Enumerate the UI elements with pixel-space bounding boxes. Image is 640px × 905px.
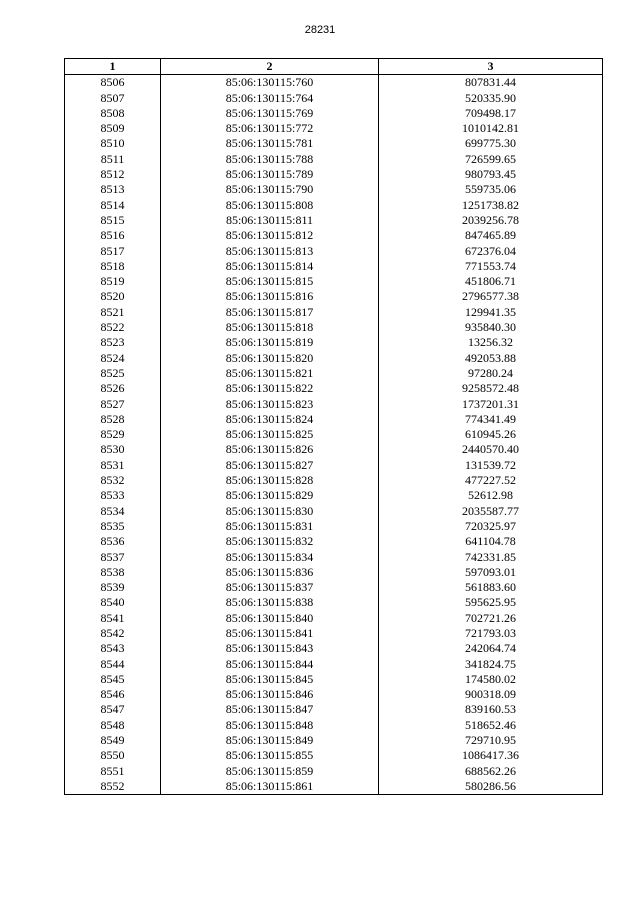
row-number-cell: 8529	[65, 427, 161, 442]
table-header-row	[65, 59, 603, 75]
table-row	[65, 641, 603, 656]
table-row	[65, 779, 603, 795]
value-cell: 129941.35	[379, 305, 603, 320]
row-number-cell: 8550	[65, 748, 161, 763]
table-row	[65, 75, 603, 91]
table-row	[65, 733, 603, 748]
cadastral-number-cell: 85:06:130115:813	[161, 244, 379, 259]
cadastral-number-cell: 85:06:130115:817	[161, 305, 379, 320]
row-number-cell: 8519	[65, 274, 161, 289]
table-row	[65, 519, 603, 534]
cadastral-number-cell: 85:06:130115:838	[161, 595, 379, 610]
row-number-cell: 8514	[65, 198, 161, 213]
value-cell: 688562.26	[379, 764, 603, 779]
cadastral-number-cell: 85:06:130115:808	[161, 198, 379, 213]
row-number-cell: 8511	[65, 152, 161, 167]
table-row	[65, 718, 603, 733]
value-cell: 597093.01	[379, 565, 603, 580]
row-number-cell: 8532	[65, 473, 161, 488]
value-cell: 451806.71	[379, 274, 603, 289]
row-number-cell: 8533	[65, 488, 161, 503]
value-cell: 641104.78	[379, 534, 603, 549]
row-number-cell: 8512	[65, 167, 161, 182]
cadastral-number-cell: 85:06:130115:764	[161, 91, 379, 106]
column-header-3: 3	[379, 59, 603, 75]
value-cell: 807831.44	[379, 75, 603, 91]
value-cell: 2796577.38	[379, 289, 603, 304]
value-cell: 13256.32	[379, 335, 603, 350]
row-number-cell: 8551	[65, 764, 161, 779]
table-row	[65, 764, 603, 779]
table-row	[65, 259, 603, 274]
row-number-cell: 8545	[65, 672, 161, 687]
data-table	[64, 58, 603, 795]
table-row	[65, 580, 603, 595]
row-number-cell: 8538	[65, 565, 161, 580]
cadastral-number-cell: 85:06:130115:831	[161, 519, 379, 534]
row-number-cell: 8517	[65, 244, 161, 259]
cadastral-number-cell: 85:06:130115:849	[161, 733, 379, 748]
table-row	[65, 473, 603, 488]
value-cell: 131539.72	[379, 458, 603, 473]
table-row	[65, 121, 603, 136]
table-row	[65, 565, 603, 580]
table-row	[65, 289, 603, 304]
value-cell: 672376.04	[379, 244, 603, 259]
value-cell: 242064.74	[379, 641, 603, 656]
cadastral-number-cell: 85:06:130115:832	[161, 534, 379, 549]
table-row	[65, 427, 603, 442]
cadastral-number-cell: 85:06:130115:846	[161, 687, 379, 702]
row-number-cell: 8528	[65, 412, 161, 427]
row-number-cell: 8516	[65, 228, 161, 243]
table-row	[65, 504, 603, 519]
table-row	[65, 381, 603, 396]
row-number-cell: 8543	[65, 641, 161, 656]
row-number-cell: 8518	[65, 259, 161, 274]
row-number-cell: 8539	[65, 580, 161, 595]
value-cell: 771553.74	[379, 259, 603, 274]
row-number-cell: 8509	[65, 121, 161, 136]
value-cell: 839160.53	[379, 702, 603, 717]
row-number-cell: 8515	[65, 213, 161, 228]
table-row	[65, 152, 603, 167]
value-cell: 721793.03	[379, 626, 603, 641]
table-row	[65, 366, 603, 381]
table-row	[65, 657, 603, 672]
table-row	[65, 687, 603, 702]
value-cell: 518652.46	[379, 718, 603, 733]
row-number-cell: 8506	[65, 75, 161, 91]
table-row	[65, 244, 603, 259]
table-row	[65, 136, 603, 151]
cadastral-number-cell: 85:06:130115:816	[161, 289, 379, 304]
value-cell: 2440570.40	[379, 442, 603, 457]
row-number-cell: 8544	[65, 657, 161, 672]
row-number-cell: 8546	[65, 687, 161, 702]
table-row	[65, 351, 603, 366]
row-number-cell: 8542	[65, 626, 161, 641]
table-row	[65, 305, 603, 320]
table-row	[65, 611, 603, 626]
row-number-cell: 8531	[65, 458, 161, 473]
row-number-cell: 8527	[65, 397, 161, 412]
cadastral-number-cell: 85:06:130115:769	[161, 106, 379, 121]
cadastral-number-cell: 85:06:130115:824	[161, 412, 379, 427]
value-cell: 726599.65	[379, 152, 603, 167]
row-number-cell: 8523	[65, 335, 161, 350]
table-row	[65, 442, 603, 457]
row-number-cell: 8510	[65, 136, 161, 151]
table-row	[65, 412, 603, 427]
cadastral-number-cell: 85:06:130115:843	[161, 641, 379, 656]
cadastral-number-cell: 85:06:130115:836	[161, 565, 379, 580]
row-number-cell: 8530	[65, 442, 161, 457]
value-cell: 520335.90	[379, 91, 603, 106]
value-cell: 729710.95	[379, 733, 603, 748]
table-row	[65, 335, 603, 350]
cadastral-number-cell: 85:06:130115:760	[161, 75, 379, 91]
cadastral-number-cell: 85:06:130115:845	[161, 672, 379, 687]
value-cell: 97280.24	[379, 366, 603, 381]
value-cell: 610945.26	[379, 427, 603, 442]
cadastral-number-cell: 85:06:130115:815	[161, 274, 379, 289]
value-cell: 1251738.82	[379, 198, 603, 213]
cadastral-number-cell: 85:06:130115:820	[161, 351, 379, 366]
row-number-cell: 8535	[65, 519, 161, 534]
value-cell: 774341.49	[379, 412, 603, 427]
row-number-cell: 8534	[65, 504, 161, 519]
row-number-cell: 8549	[65, 733, 161, 748]
table-row	[65, 91, 603, 106]
row-number-cell: 8537	[65, 550, 161, 565]
cadastral-number-cell: 85:06:130115:825	[161, 427, 379, 442]
row-number-cell: 8520	[65, 289, 161, 304]
cadastral-number-cell: 85:06:130115:781	[161, 136, 379, 151]
row-number-cell: 8526	[65, 381, 161, 396]
table-row	[65, 458, 603, 473]
value-cell: 702721.26	[379, 611, 603, 626]
value-cell: 1737201.31	[379, 397, 603, 412]
value-cell: 980793.45	[379, 167, 603, 182]
row-number-cell: 8541	[65, 611, 161, 626]
cadastral-number-cell: 85:06:130115:847	[161, 702, 379, 717]
table-row	[65, 550, 603, 565]
page-number: 28231	[304, 24, 336, 36]
cadastral-number-cell: 85:06:130115:789	[161, 167, 379, 182]
table-row	[65, 167, 603, 182]
value-cell: 709498.17	[379, 106, 603, 121]
value-cell: 699775.30	[379, 136, 603, 151]
row-number-cell: 8547	[65, 702, 161, 717]
value-cell: 341824.75	[379, 657, 603, 672]
table-row	[65, 702, 603, 717]
row-number-cell: 8552	[65, 779, 161, 795]
table-row	[65, 748, 603, 763]
table-row	[65, 198, 603, 213]
cadastral-number-cell: 85:06:130115:811	[161, 213, 379, 228]
cadastral-number-cell: 85:06:130115:821	[161, 366, 379, 381]
value-cell: 595625.95	[379, 595, 603, 610]
row-number-cell: 8525	[65, 366, 161, 381]
table-row	[65, 534, 603, 549]
cadastral-number-cell: 85:06:130115:790	[161, 182, 379, 197]
table-row	[65, 595, 603, 610]
table-row	[65, 397, 603, 412]
cadastral-number-cell: 85:06:130115:814	[161, 259, 379, 274]
row-number-cell: 8507	[65, 91, 161, 106]
value-cell: 742331.85	[379, 550, 603, 565]
column-header-1: 1	[65, 59, 161, 75]
cadastral-number-cell: 85:06:130115:819	[161, 335, 379, 350]
row-number-cell: 8524	[65, 351, 161, 366]
cadastral-number-cell: 85:06:130115:827	[161, 458, 379, 473]
cadastral-number-cell: 85:06:130115:826	[161, 442, 379, 457]
value-cell: 1010142.81	[379, 121, 603, 136]
table-body	[65, 75, 603, 795]
cadastral-number-cell: 85:06:130115:855	[161, 748, 379, 763]
cadastral-number-cell: 85:06:130115:841	[161, 626, 379, 641]
value-cell: 580286.56	[379, 779, 603, 795]
cadastral-number-cell: 85:06:130115:840	[161, 611, 379, 626]
value-cell: 477227.52	[379, 473, 603, 488]
cadastral-number-cell: 85:06:130115:818	[161, 320, 379, 335]
table-row	[65, 672, 603, 687]
cadastral-number-cell: 85:06:130115:844	[161, 657, 379, 672]
cadastral-number-cell: 85:06:130115:788	[161, 152, 379, 167]
table-row	[65, 626, 603, 641]
value-cell: 720325.97	[379, 519, 603, 534]
value-cell: 559735.06	[379, 182, 603, 197]
value-cell: 52612.98	[379, 488, 603, 503]
cadastral-number-cell: 85:06:130115:859	[161, 764, 379, 779]
row-number-cell: 8513	[65, 182, 161, 197]
cadastral-number-cell: 85:06:130115:772	[161, 121, 379, 136]
value-cell: 2035587.77	[379, 504, 603, 519]
cadastral-number-cell: 85:06:130115:823	[161, 397, 379, 412]
cadastral-number-cell: 85:06:130115:829	[161, 488, 379, 503]
value-cell: 847465.89	[379, 228, 603, 243]
table-row	[65, 182, 603, 197]
value-cell: 900318.09	[379, 687, 603, 702]
cadastral-number-cell: 85:06:130115:830	[161, 504, 379, 519]
cadastral-number-cell: 85:06:130115:834	[161, 550, 379, 565]
value-cell: 492053.88	[379, 351, 603, 366]
column-header-2: 2	[161, 59, 379, 75]
table-row	[65, 320, 603, 335]
cadastral-number-cell: 85:06:130115:822	[161, 381, 379, 396]
table-row	[65, 488, 603, 503]
table-row	[65, 213, 603, 228]
value-cell: 2039256.78	[379, 213, 603, 228]
value-cell: 1086417.36	[379, 748, 603, 763]
row-number-cell: 8508	[65, 106, 161, 121]
row-number-cell: 8521	[65, 305, 161, 320]
row-number-cell: 8540	[65, 595, 161, 610]
value-cell: 9258572.48	[379, 381, 603, 396]
table-row	[65, 106, 603, 121]
cadastral-number-cell: 85:06:130115:828	[161, 473, 379, 488]
value-cell: 561883.60	[379, 580, 603, 595]
value-cell: 935840.30	[379, 320, 603, 335]
table-row	[65, 228, 603, 243]
cadastral-number-cell: 85:06:130115:812	[161, 228, 379, 243]
cadastral-number-cell: 85:06:130115:837	[161, 580, 379, 595]
row-number-cell: 8548	[65, 718, 161, 733]
value-cell: 174580.02	[379, 672, 603, 687]
table-row	[65, 274, 603, 289]
cadastral-number-cell: 85:06:130115:861	[161, 779, 379, 795]
row-number-cell: 8536	[65, 534, 161, 549]
row-number-cell: 8522	[65, 320, 161, 335]
cadastral-number-cell: 85:06:130115:848	[161, 718, 379, 733]
